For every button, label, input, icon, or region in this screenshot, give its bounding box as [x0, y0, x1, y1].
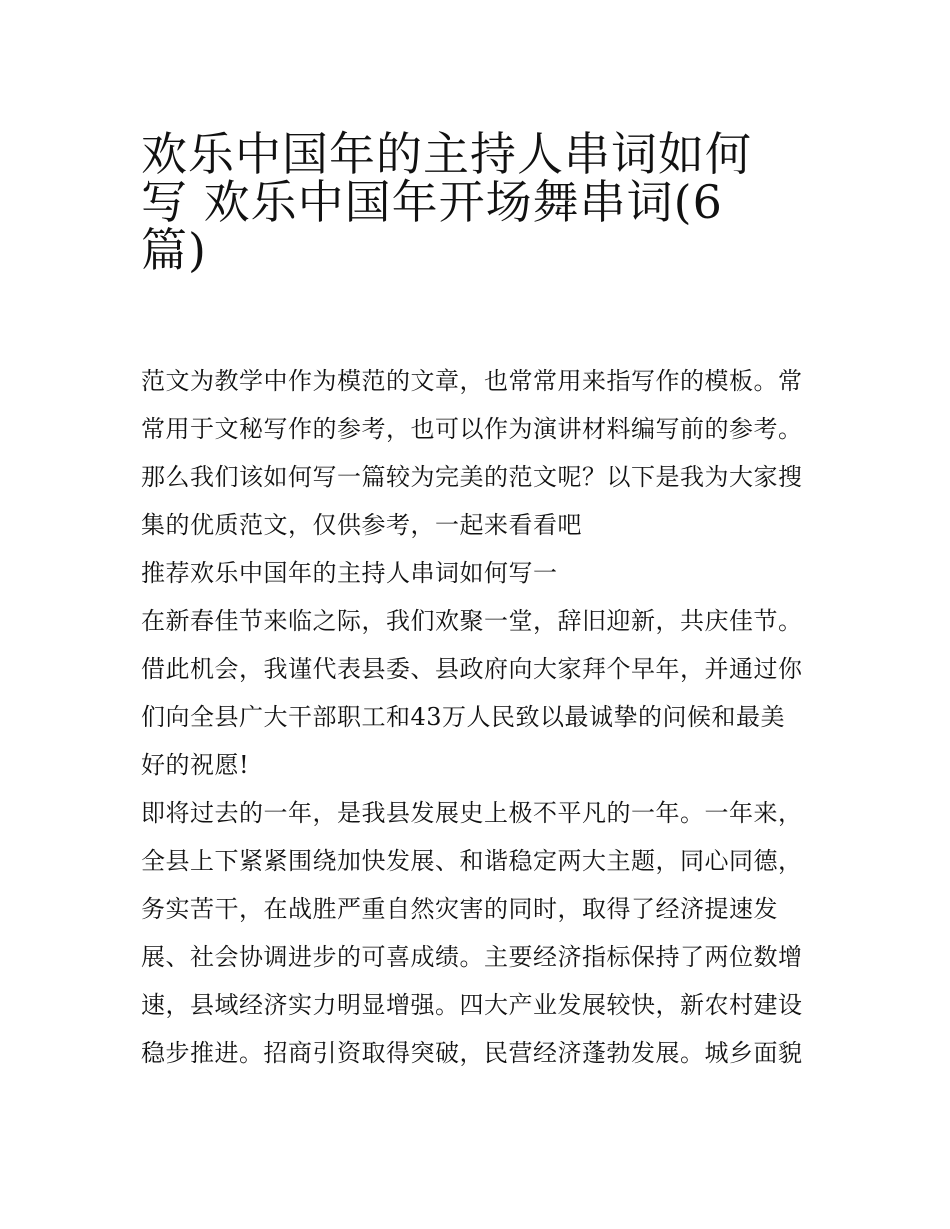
section-heading — [141, 549, 831, 597]
text-line: 集的优质范文，仅供参考，一起来看看吧 — [141, 511, 582, 539]
intro-paragraph — [141, 357, 831, 549]
title-line: 欢乐中国年的主持人串词如何 — [141, 127, 752, 181]
review-paragraph — [141, 789, 831, 1077]
text-line: 好的祝愿! — [141, 751, 250, 779]
document-body — [141, 357, 831, 1077]
greeting-paragraph — [141, 597, 831, 789]
title-line: 写 欢乐中国年开场舞串词(6 — [141, 175, 723, 229]
text-line: 们向全县广大干部职工和43万人民致以最诚挚的问候和最美 — [141, 703, 786, 731]
text-line: 全县上下紧紧围绕加快发展、和谐稳定两大主题，同心同德， — [141, 847, 803, 875]
text-line: 推荐欢乐中国年的主持人串词如何写一 — [141, 559, 558, 587]
text-line: 范文为教学中作为模范的文章，也常常用来指写作的模板。常 — [141, 367, 803, 395]
text-line: 那么我们该如何写一篇较为完美的范文呢？以下是我为大家搜 — [141, 463, 803, 491]
text-line: 稳步推进。招商引资取得突破，民营经济蓬勃发展。城乡面貌 — [141, 1039, 803, 1067]
text-line: 在新春佳节来临之际，我们欢聚一堂，辞旧迎新，共庆佳节。 — [141, 607, 803, 635]
document-title — [141, 114, 821, 277]
text-line: 借此机会，我谨代表县委、县政府向大家拜个早年，并通过你 — [141, 655, 803, 683]
text-line: 速，县域经济实力明显增强。四大产业发展较快，新农村建设 — [141, 991, 803, 1019]
title-line: 篇) — [141, 223, 207, 277]
text-line: 务实苦干，在战胜严重自然灾害的同时，取得了经济提速发 — [141, 895, 778, 923]
text-line: 即将过去的一年，是我县发展史上极不平凡的一年。一年来， — [141, 799, 803, 827]
text-line: 常用于文秘写作的参考，也可以作为演讲材料编写前的参考。 — [141, 415, 803, 443]
text-line: 展、社会协调进步的可喜成绩。主要经济指标保持了两位数增 — [141, 943, 803, 971]
